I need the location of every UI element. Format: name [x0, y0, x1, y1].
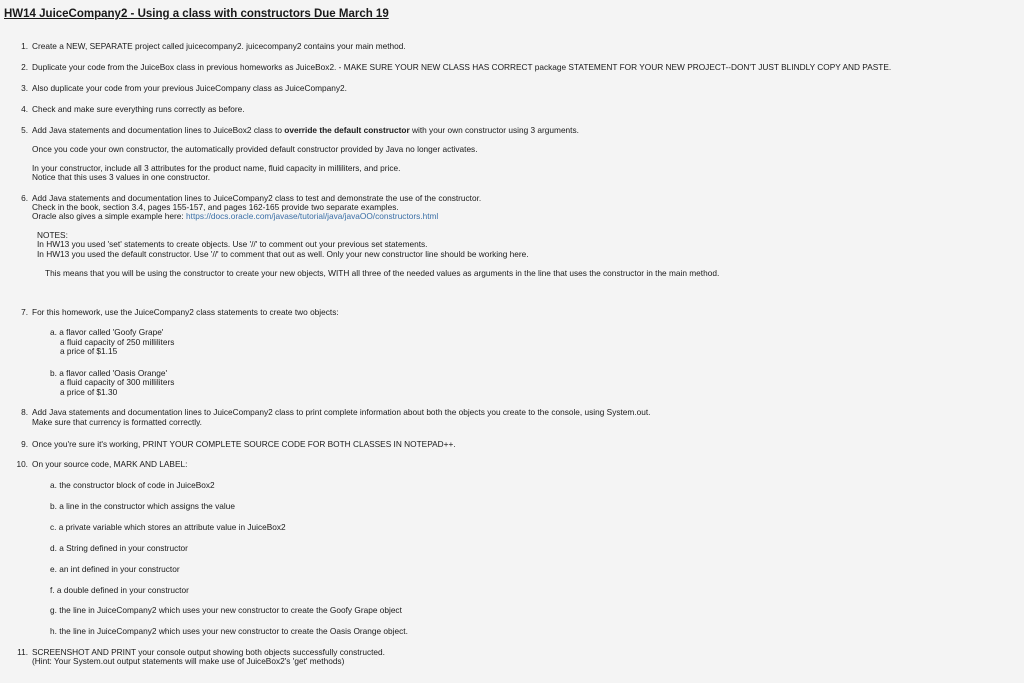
item-number: 5.	[21, 125, 28, 135]
sub-item: a. the constructor block of code in JuiceBox2	[50, 480, 215, 490]
item-3-text: Also duplicate your code from your previous JuiceCompany class as JuiceCompany2.	[32, 83, 347, 93]
item-10-text: On your source code, MARK AND LABEL:	[32, 459, 188, 469]
item-number: 1.	[21, 41, 28, 51]
item-1-text: Create a NEW, SEPARATE project called juicecompany2. juicecompany2 contains your main method.	[32, 41, 406, 51]
oracle-link[interactable]: https://docs.oracle.com/javase/tutorial/java/javaOO/constructors.html	[186, 211, 439, 221]
item-4-text: Check and make sure everything runs correctly as before.	[32, 104, 245, 114]
notes-heading: NOTES:	[37, 230, 68, 240]
item-number: 7.	[21, 307, 28, 317]
item-number: 9.	[21, 439, 28, 449]
item-11-text: SCREENSHOT AND PRINT your console output showing both objects successfully constructed.	[32, 647, 385, 657]
item-2-text: Duplicate your code from the JuiceBox class in previous homeworks as JuiceBox2. - MAKE SURE YOUR NEW CLASS HAS CORRECT package STATEMENT FOR YOUR NEW PROJECT--DON'T JUST BLINDLY COPY AND PASTE.	[32, 62, 892, 72]
item-number: 10.	[16, 459, 28, 469]
item-number: 2.	[21, 62, 28, 72]
item-5-paragraph: Notice that this uses 3 values in one constructor.	[32, 172, 211, 182]
item-number: 11.	[17, 647, 28, 657]
note-line: This means that you will be using the constructor to create your new objects, WITH all three of the needed values as arguments in the line that uses the constructor in the main method.	[45, 268, 720, 278]
sub-item: g. the line in JuiceCompany2 which uses your new constructor to create the Goofy Grape object	[50, 605, 402, 615]
sub-item: b. a line in the constructor which assigns the value	[50, 501, 235, 511]
item-number: 6.	[21, 193, 28, 203]
note-line: In HW13 you used 'set' statements to create objects. Use '//' to comment out your previous set statements.	[37, 239, 428, 249]
item-11-line: (Hint: Your System.out output statements will make use of JuiceBox2's 'get' methods)	[32, 656, 345, 666]
item-6-line: Check in the book, section 3.4, pages 155-157, and pages 162-165 provide two separate examples.	[32, 202, 399, 212]
sub-item: f. a double defined in your constructor	[50, 585, 189, 595]
sub-item-line: a fluid capacity of 250 milliliters	[60, 337, 175, 347]
sub-item-line: a price of $1.30	[60, 387, 118, 397]
sub-item: e. an int defined in your constructor	[50, 564, 180, 574]
item-6-text: Add Java statements and documentation lines to JuiceCompany2 class to test and demonstrate the use of the constructor.	[32, 193, 482, 203]
sub-item: c. a private variable which stores an attribute value in JuiceBox2	[50, 522, 286, 532]
item-number: 3.	[21, 83, 28, 93]
sub-item: h. the line in JuiceCompany2 which uses your new constructor to create the Oasis Orange object.	[50, 626, 408, 636]
sub-item: b. a flavor called 'Oasis Orange'	[50, 368, 168, 378]
sub-item: a. a flavor called 'Goofy Grape'	[50, 327, 164, 337]
item-8-text: Add Java statements and documentation lines to JuiceCompany2 class to print complete information about both the objects you create to the console, using System.out.	[32, 407, 651, 417]
item-5-text: Add Java statements and documentation lines to JuiceBox2 class to override the default constructor with your own constructor using 3 arguments.	[32, 125, 579, 135]
item-5-paragraph: In your constructor, include all 3 attributes for the product name, fluid capacity in milliliters, and price.	[32, 163, 401, 173]
note-line: In HW13 you used the default constructor. Use '//' to comment that out as well. Only your new constructor line should be working here.	[37, 249, 529, 259]
sub-item-line: a price of $1.15	[60, 346, 118, 356]
item-5-paragraph: Once you code your own constructor, the automatically provided default constructor provided by Java no longer activates.	[32, 144, 478, 154]
sub-item-line: a fluid capacity of 300 milliliters	[60, 377, 175, 387]
sub-item: d. a String defined in your constructor	[50, 543, 188, 553]
item-6-line: Oracle also gives a simple example here: https://docs.oracle.com/javase/tutorial/java/javaOO/constructors.html	[32, 211, 439, 221]
item-number: 4.	[21, 104, 28, 114]
item-9-text: Once you're sure it's working, PRINT YOUR COMPLETE SOURCE CODE FOR BOTH CLASSES IN NOTEPAD++.	[32, 439, 456, 449]
item-7-text: For this homework, use the JuiceCompany2 class statements to create two objects:	[32, 307, 339, 317]
item-number: 8.	[21, 407, 28, 417]
page-title: HW14 JuiceCompany2 - Using a class with constructors Due March 19	[4, 8, 389, 20]
item-8-line: Make sure that currency is formatted correctly.	[32, 417, 202, 427]
